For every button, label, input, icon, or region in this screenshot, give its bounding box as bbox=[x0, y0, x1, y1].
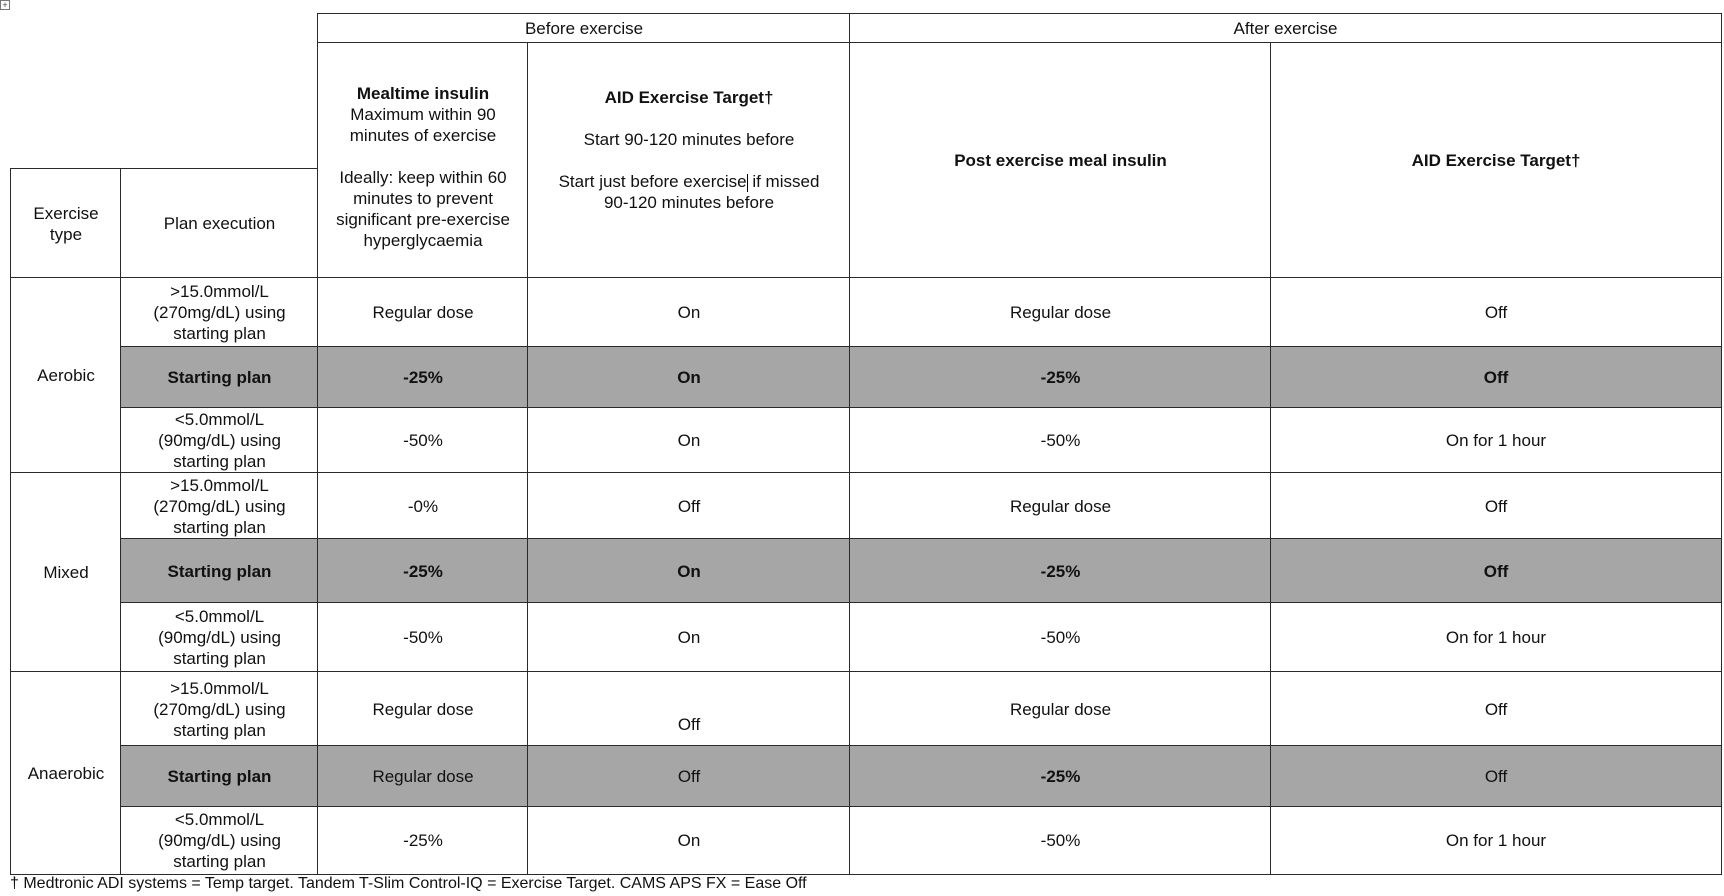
header-plan-execution bbox=[120, 168, 319, 279]
mealtime-insulin-cell bbox=[317, 277, 529, 348]
post-meal-insulin-cell bbox=[849, 346, 1272, 409]
plan-execution-text: >15.0mmol/L (270mg/dL) using starting plan bbox=[153, 475, 286, 537]
aid-after-cell bbox=[1270, 277, 1722, 348]
plan-execution-cell bbox=[120, 472, 319, 540]
aid-after-cell bbox=[1270, 602, 1722, 673]
header-aid-after bbox=[1270, 42, 1722, 279]
post-meal-insulin-text: Regular dose bbox=[1009, 699, 1112, 719]
mealtime-insulin-cell bbox=[317, 346, 529, 409]
post-meal-insulin-text: -50% bbox=[1040, 831, 1081, 850]
plan-execution-cell bbox=[120, 806, 319, 875]
aid-after-cell bbox=[1270, 745, 1722, 808]
mealtime-insulin-cell bbox=[317, 538, 529, 604]
table-move-handle-icon[interactable]: + bbox=[0, 0, 10, 10]
plan-execution-cell bbox=[120, 407, 319, 474]
mealtime-insulin-text: -25% bbox=[403, 368, 443, 387]
mealtime-insulin-text: -50% bbox=[403, 628, 443, 647]
post-meal-insulin-cell bbox=[849, 602, 1272, 673]
aid-after-cell bbox=[1270, 538, 1722, 604]
mealtime-insulin-text: Regular dose bbox=[372, 699, 474, 719]
post-meal-insulin-cell bbox=[849, 472, 1272, 540]
mealtime-line2: Ideally: keep within 60 minutes to prevent significant pre-exercise hyperglycaemia bbox=[336, 167, 510, 250]
plan-execution-text: >15.0mmol/L (270mg/dL) using starting plan bbox=[153, 282, 286, 343]
aid-before-line2a: Start just before exercise bbox=[558, 172, 747, 191]
aid-after-cell bbox=[1270, 472, 1722, 540]
plan-execution-text: >15.0mmol/L (270mg/dL) using starting plan bbox=[153, 678, 286, 740]
aid-after-text: Off bbox=[1484, 303, 1508, 322]
plan-execution-cell bbox=[120, 346, 319, 409]
exercise-type-cell: Anaerobic bbox=[10, 671, 122, 875]
aid-before-cell bbox=[527, 602, 851, 673]
aid-after-text: On for 1 hour bbox=[1445, 431, 1547, 450]
aid-before-cell bbox=[527, 472, 851, 540]
plan-execution-text: <5.0mmol/L (90mg/dL) using starting plan bbox=[158, 810, 281, 871]
post-meal-insulin-cell bbox=[849, 671, 1272, 747]
plan-execution-text: <5.0mmol/L (90mg/dL) using starting plan bbox=[158, 607, 281, 668]
aid-after-text: Off bbox=[1484, 699, 1508, 719]
plan-execution-label: Plan execution bbox=[163, 214, 276, 233]
aid-after-cell bbox=[1270, 671, 1722, 747]
after-exercise-label: After exercise bbox=[1233, 19, 1338, 38]
aid-before-text: On bbox=[677, 368, 701, 387]
plan-execution-cell bbox=[120, 745, 319, 808]
aid-after-text: Off bbox=[1484, 496, 1508, 516]
plan-execution-cell bbox=[120, 538, 319, 604]
aid-after-cell bbox=[1270, 806, 1722, 875]
header-before-exercise bbox=[317, 13, 851, 44]
aid-before-line2b: if missed 90-120 minutes before bbox=[603, 172, 820, 212]
post-meal-insulin-text: -25% bbox=[1040, 561, 1081, 581]
header-post-exercise-meal bbox=[849, 42, 1272, 279]
post-meal-insulin-cell bbox=[849, 407, 1272, 474]
aid-before-title: AID Exercise Target† bbox=[604, 88, 774, 107]
mealtime-insulin-text: -0% bbox=[407, 496, 439, 516]
aid-before-text: Off bbox=[677, 714, 701, 734]
aid-after-cell bbox=[1270, 346, 1722, 409]
exercise-type-label: Exercise type bbox=[33, 203, 99, 244]
aid-after-text: Off bbox=[1483, 561, 1509, 581]
post-meal-label: Post exercise meal insulin bbox=[954, 151, 1167, 170]
header-aid-before bbox=[527, 42, 851, 279]
mealtime-insulin-text: Regular dose bbox=[372, 767, 474, 786]
aid-after-text: On for 1 hour bbox=[1445, 628, 1547, 647]
post-meal-insulin-cell bbox=[849, 745, 1272, 808]
aid-before-text: Off bbox=[677, 496, 701, 516]
post-meal-insulin-text: Regular dose bbox=[1009, 496, 1112, 516]
mealtime-insulin-text: -50% bbox=[403, 431, 443, 450]
post-meal-insulin-cell bbox=[849, 806, 1272, 875]
aid-before-line1: Start 90-120 minutes before bbox=[583, 130, 795, 149]
aid-before-text: On bbox=[677, 561, 701, 581]
aid-before-cell bbox=[527, 538, 851, 604]
mealtime-insulin-cell bbox=[317, 407, 529, 474]
plan-execution-cell bbox=[120, 671, 319, 747]
plan-execution-text: Starting plan bbox=[167, 767, 272, 786]
mealtime-title: Mealtime insulin bbox=[356, 83, 490, 103]
header-mealtime-insulin bbox=[317, 42, 529, 279]
plan-execution-text: Starting plan bbox=[167, 561, 272, 581]
aid-before-text: On bbox=[677, 831, 701, 850]
mealtime-line1: Maximum within 90 minutes of exercise bbox=[349, 104, 497, 145]
aid-after-text: On for 1 hour bbox=[1445, 831, 1547, 850]
header-exercise-type bbox=[10, 168, 122, 279]
post-meal-insulin-text: -25% bbox=[1040, 767, 1081, 786]
mealtime-insulin-cell bbox=[317, 806, 529, 875]
exercise-type-cell: Mixed bbox=[10, 472, 122, 673]
aid-after-text: Off bbox=[1483, 368, 1509, 387]
mealtime-insulin-text: Regular dose bbox=[372, 303, 474, 322]
aid-before-cell bbox=[527, 407, 851, 474]
aid-before-cell bbox=[527, 806, 851, 875]
aid-after-text: Off bbox=[1484, 767, 1508, 786]
exercise-type-cell: Aerobic bbox=[10, 277, 122, 474]
before-exercise-label: Before exercise bbox=[524, 19, 644, 38]
mealtime-insulin-text: -25% bbox=[403, 561, 443, 581]
post-meal-insulin-text: -25% bbox=[1040, 368, 1081, 387]
post-meal-insulin-cell bbox=[849, 277, 1272, 348]
post-meal-insulin-cell bbox=[849, 538, 1272, 604]
post-meal-insulin-text: -50% bbox=[1040, 628, 1081, 647]
aid-before-cell bbox=[527, 671, 851, 747]
aid-before-cell bbox=[527, 745, 851, 808]
plan-execution-cell bbox=[120, 277, 319, 348]
post-meal-insulin-text: -50% bbox=[1040, 431, 1081, 450]
aid-before-text: On bbox=[677, 431, 701, 450]
plan-execution-text: <5.0mmol/L (90mg/dL) using starting plan bbox=[158, 410, 281, 471]
aid-before-cell bbox=[527, 346, 851, 409]
mealtime-insulin-text: -25% bbox=[403, 831, 443, 850]
post-meal-insulin-text: Regular dose bbox=[1009, 303, 1112, 322]
mealtime-insulin-cell bbox=[317, 602, 529, 673]
plan-execution-text: Starting plan bbox=[167, 368, 272, 387]
plan-execution-cell bbox=[120, 602, 319, 673]
mealtime-insulin-cell bbox=[317, 745, 529, 808]
aid-before-text: Off bbox=[677, 767, 701, 786]
aid-before-text: On bbox=[677, 628, 701, 647]
mealtime-insulin-cell bbox=[317, 472, 529, 540]
aid-before-cell bbox=[527, 277, 851, 348]
aid-before-text: On bbox=[677, 303, 701, 322]
footnote: † Medtronic ADI systems = Temp target. Tandem T-Slim Control-IQ = Exercise Target. CAMS APS FX = Ease Off bbox=[10, 875, 807, 892]
aid-after-label: AID Exercise Target† bbox=[1411, 151, 1581, 170]
aid-before-line2 bbox=[544, 171, 834, 213]
aid-after-cell bbox=[1270, 407, 1722, 474]
mealtime-insulin-cell bbox=[317, 671, 529, 747]
header-after-exercise bbox=[849, 13, 1722, 44]
